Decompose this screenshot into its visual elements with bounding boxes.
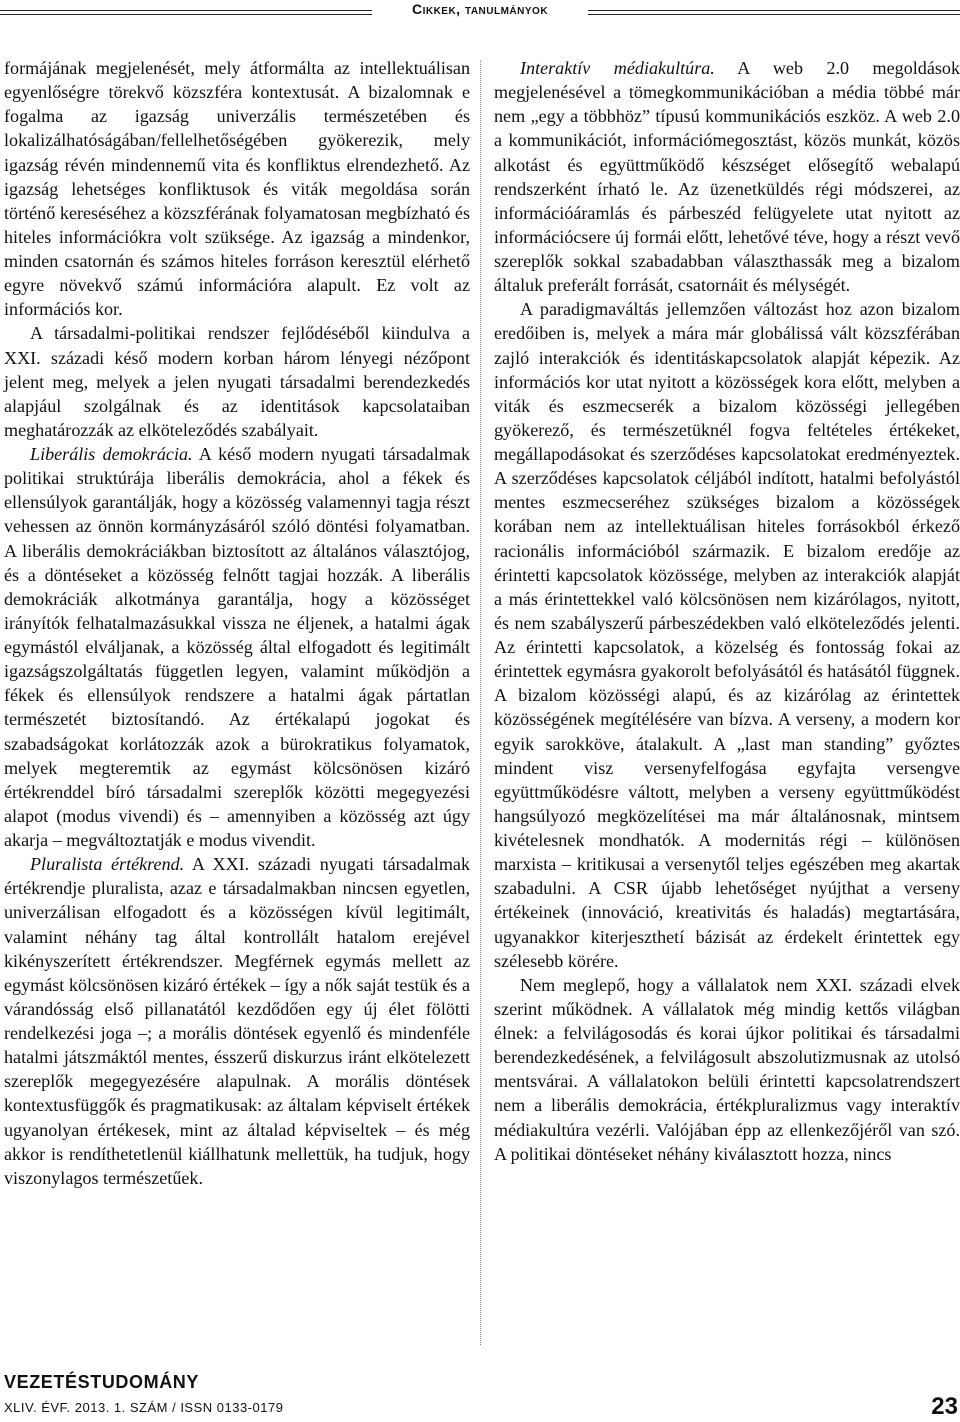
paragraph-body: A XXI. századi nyugati társadalmak értékrendje pluralista, azaz e társadalmakban nincsen egyetlen, univerzálisan elfogadott és a közösségen kívül legitimált, valamint néhány tag által kontrollált hatalom erejével kikényszerített értékrendszer. Megférnek egymás mellett az egymást kölcsönösen kizáró értékek – így a nők saját testük és a várandósság első pillanatától kezdődően egy új élet fölötti rendelkezési joga –; a morális döntések egyenlő és mindenféle hatalmi játszmáktól mentes, ésszerű diskurzus iránt elkötelezett szereplők megegyezésére alapulnak. A morális döntések kontextusfüggők és pragmatikusak: az általam képviselt értékek ugyanolyan értékesek, mint az általad képviseltek – és még akkor is rendíthetetlenül kiállhatunk mellettük, ha tudjuk, hogy viszonylagos természetűek. [4,854,471,1188]
right-column [494,56,960,1166]
paragraph [4,852,470,1190]
header-rule-left-2 [0,14,372,15]
issue-info: XLIV. ÉVF. 2013. 1. SZÁM / ISSN 0133-0179 [4,1400,284,1415]
paragraph: A társadalmi-politikai rendszer fejlődéséből kiindulva a XXI. századi késő modern korban három lényegi nézőpont jelent meg, melyek a jelen nyugati társadalmi berendezkedés alapjául szolgálnak és az identitások kapcsolataiban meghatározzák az elköteleződés szabályait. [4,323,470,440]
paragraph [4,442,470,852]
paragraph: Nem meglepő, hogy a vállalatok nem XXI. századi elvek szerint működnek. A vállalatok még mindig kettős világban élnek: a felvilágosodás és korai újkor politikai és társadalmi berendezkedésének, a felvilágosult abszolutizmusnak az utolsó mentsvárai. A vállalatokon belüli érintetti kapcsolatrendszert nem a liberális demokrácia, értékpluralizmus vagy interaktív médiakultúra vezérli. Valójában épp az ellenkezőjéről van szó. A politikai döntéseket néhány kiválasztott hozza, nincs [494,974,960,1164]
paragraph-body: A késő modern nyugati társadalmak politikai struktúrája liberális demokrácia, ahol a fékek és ellensúlyok garantálják, hogy a közösség valamennyi tagja részt vehessen az önnön kormányzásáról szóló döntési folyamatban. A liberális demokráciákban biztosított az általános választójog, és a döntéseket a közösség felnőtt tagjai hozzák. A liberális demokráciák alkotmánya garantálja, hogy a közösséget irányítók felhatalmazásukkal vissza ne éljenek, a hatalmi ágak egymástól elváljanak, a közösség által elfogadott és legitimált igazságszolgáltatás független legyen, valamint működjön a fékek és ellensúlyok rendszere a hatalmi ágak pártatlan természetét biztosítandó. Az értékalapú jogokat és szabadságokat korlátozzák azok a bürokratikus folyamatok, melyek megteremtik az egymást kölcsönösen kizáró értékrenddel bíró társadalmi szereplők közötti megegyezési alapot (modus vivendi) és – amennyiben a közösség azt úgy akarja – megváltoztatják e modus vivendit. [4,444,470,850]
header-rule-right [588,10,960,11]
run-in-heading: Liberális demokrácia. [30,444,193,464]
paragraph-body: A web 2.0 megoldások megjelenésével a tömegkommunikációban a média többé már nem „egy a többhöz” típusú kommunikációs eszköz. A web 2.0 a kommunikációt, információmegosztást, közös munkát, közös alkotást és együttműködő készséget elősegítő webalapú rendszerként írható le. Az üzenetküldés régi módszerei, az információáramlás és párbeszéd felügyelete utat nyitott az információcsere új formái előtt, lehetővé téve, hogy a részt vevő szereplők sokkal szabadabban választhassák meg a bizalom általuk preferált forrását, csatornáit és mélységét. [494,58,960,296]
page-number: 23 [931,1393,958,1420]
journal-name: VEZETÉSTUDOMÁNY [4,1372,200,1392]
paragraph: formájának megjelenését, mely átformálta az intellektuálisan egyenlőségre törekvő közszféra kontextusát. A bizalomnak e fogalma az igazság univerzális természetében és lokalizálhatóságában/fellelhetőségében gyökerezik, mely igazság révén mindennemű vita és konfliktus elrendezhető. Az igazság lehetséges konfliktusok és viták megoldása során történő kereséséhez a közszférának folyamatosan megbízható és hiteles információkra volt szüksége. Az igazság a mindenkor, minden csatornán és számos hiteles forráson keresztül elérhető egyre növekvő számú információra alapult. Ez volt az információs kor. [4,58,470,320]
section-title: Cikkek, tanulmányok [411,1,549,17]
paragraph: A paradigmaváltás jellemzően változást hoz azon bizalom eredőiben is, melyek a mára már globálissá vált közszférában zajló interakciók és identitáskapcsolatok alapját képezik. Az információs kor utat nyitott a közösségek kora előtt, melyben a viták és eszmecserék a bizalom közösségi jellegében gyökerező, és természetüknél fogva feltételes értékeket, megállapodásokat és szerződéses kapcsolatokat eredményeztek. A szerződéses kapcsolatok céljából indított, hatalmi befolyástól mentes eszmecseréhez szükséges bizalom a közösségek korában nem az intellektuálisan hiteles forrásokból érkező racionális információból származik. E bizalom eredője az érintetti kapcsolatok közössége, melyben az interakciók alapját a más érintettekkel való kölcsönösen nem kizárólagos, nyitott, és nem szabályszerű párbeszédekben való elköteleződés jelenti. Az érintetti kapcsolatok, a közelség és fontosság fokai az érintettek egymásra gyakorolt befolyásától és hatásától függnek. A bizalom közösségi alapú, és az kizárólag az érintettek közösségének megítélésére van bízva. A verseny, a modern kor egyik sarokköve, átalakult. A „last man standing” győztes mindent visz versenyfelfogása egyfajta versengve együttműködésre váltott, melyben a verseny együttműködést hangsúlyozó megközelítései ma már általánosnak, mintsem kivételesnek mondhatók. A modernitás régi – különösen marxista – kritikusai a versenytől teljes egészében meg akartak szabadulni. A CSR újabb lehetőséget nyújthat a verseny értékeinek (innováció, kreativitás és haladás) megtartására, ugyanakkor kiterjeszthetí bázisát az érdekelt érintettek egy szélesebb körére. [494,299,960,971]
left-column [4,56,470,1190]
header-rule-left [0,10,372,11]
run-in-heading: Pluralista értékrend. [30,854,185,875]
paragraph [494,56,960,297]
run-in-heading: Interaktív médiakultúra. [520,58,715,78]
header-rule-right-2 [588,14,960,15]
column-divider [480,60,481,1345]
running-header [0,0,960,30]
